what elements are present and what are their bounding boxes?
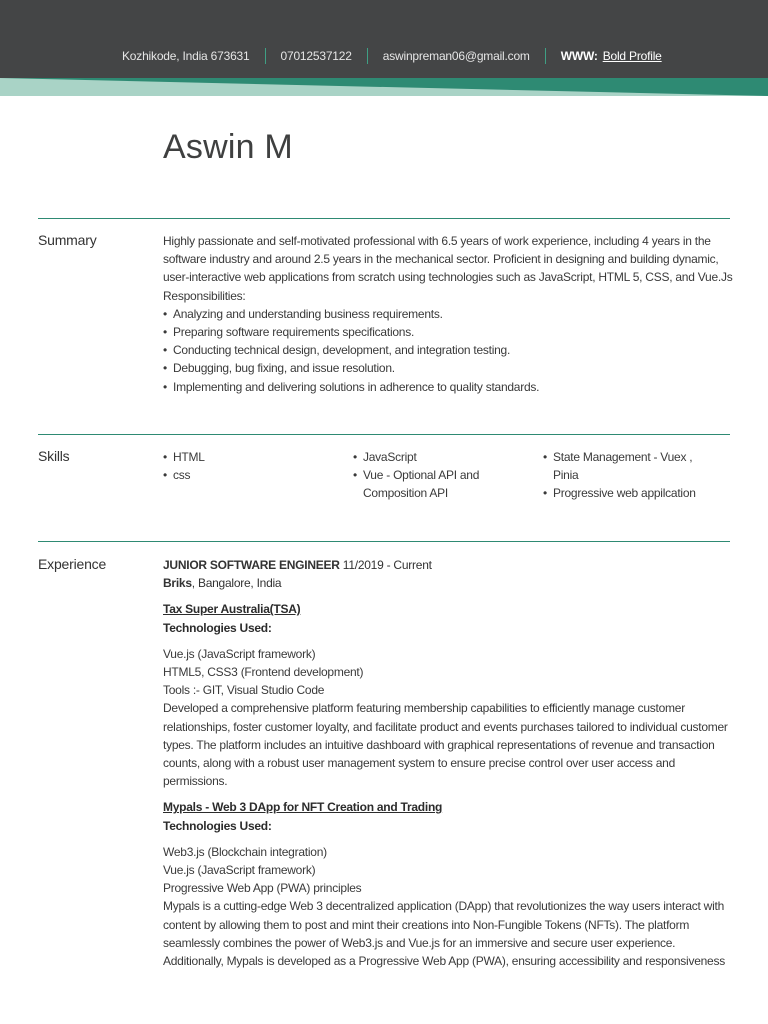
list-item: • Analyzing and understanding business requirements. <box>163 305 733 323</box>
experience-body <box>163 556 733 970</box>
list-item: • Progressive web appilcation <box>543 484 733 502</box>
list-item: • Debugging, bug fixing, and issue resolution. <box>163 359 733 377</box>
tech-label: Technologies Used: <box>163 620 272 635</box>
skills-column <box>543 448 733 503</box>
profile-link[interactable]: Bold Profile <box>602 49 662 63</box>
list-item: • HTML <box>163 448 353 466</box>
list-item: • Vue - Optional API and Composition API <box>353 466 543 502</box>
address: Kozhikode, India 673631 <box>122 49 250 63</box>
tech-item: Tools :- GIT, Visual Studio Code <box>163 683 325 698</box>
skills-column <box>353 448 543 503</box>
list-item: • Conducting technical design, development, and integration testing. <box>163 341 733 359</box>
divider <box>545 48 546 64</box>
list-item: • JavaScript <box>353 448 543 466</box>
tech-item: HTML5, CSS3 (Frontend development) <box>163 665 364 680</box>
tech-item: Vue.js (JavaScript framework) <box>163 646 316 661</box>
list-item: • Preparing software requirements specifications. <box>163 323 733 341</box>
accent-band <box>0 76 768 100</box>
tech-label: Technologies Used: <box>163 818 272 833</box>
www-label: WWW: <box>560 49 598 63</box>
responsibilities-list <box>163 305 733 396</box>
summary-intro: Highly passionate and self-motivated professional with 6.5 years of work experience, including 4 years in the software industry and around 2.5 years in the mechanical sector. Proficient in designing and building dynamic, user-interactive web applications from scratch using technologies such as JavaScript, HTML 5, CSS, and Vue.Js <box>163 234 733 285</box>
summary-title: Summary <box>38 232 97 248</box>
header-bar <box>0 0 768 78</box>
tech-item: Vue.js (JavaScript framework) <box>163 863 316 878</box>
project-title: Tax Super Australia(TSA) <box>163 602 301 617</box>
candidate-name: Aswin M <box>163 128 293 166</box>
company-name: Briks <box>163 576 192 591</box>
job-heading <box>163 556 733 574</box>
tech-item: Web3.js (Blockchain integration) <box>163 844 327 859</box>
skills-title: Skills <box>38 448 70 464</box>
project-description: Mypals is a cutting-edge Web 3 decentralized application (DApp) that revolutionizes the way users interact with content by allowing them to post and mint their creations into Non-Fungible Tokens (NFTs). The platform seamlessly combines the power of Web3.js and Vue.js for an immersive and secure user experience. Additionally, Mypals is developed as a Progressive Web App (PWA), ensuring accessibility and responsiveness <box>163 899 725 969</box>
list-item: • css <box>163 466 353 484</box>
responsibilities-label: Responsibilities: <box>163 288 246 303</box>
skills-grid <box>163 448 733 503</box>
skills-column <box>163 448 353 503</box>
list-item: • Implementing and delivering solutions in adherence to quality standards. <box>163 378 733 396</box>
project-title: Mypals - Web 3 DApp for NFT Creation and Trading <box>163 800 443 815</box>
job-company-line <box>163 574 733 592</box>
company-location: , Bangalore, India <box>191 576 282 591</box>
phone: 07012537122 <box>280 49 352 63</box>
list-item: • State Management - Vuex , Pinia <box>543 448 733 484</box>
tech-item: Progressive Web App (PWA) principles <box>163 881 362 896</box>
section-rule <box>38 218 730 219</box>
divider <box>367 48 368 64</box>
section-rule <box>38 434 730 435</box>
divider <box>265 48 266 64</box>
email: aswinpreman06@gmail.com <box>382 49 530 63</box>
contact-info <box>122 47 662 65</box>
job-dates: 11/2019 - Current <box>342 558 432 572</box>
job-role: JUNIOR SOFTWARE ENGINEER <box>163 558 340 572</box>
summary-body <box>163 232 733 396</box>
project-description: Developed a comprehensive platform featuring membership capabilities to efficiently manage customer relationships, foster customer loyalty, and facilitate product and events purchases tailored to individual customer types. The platform includes an intuitive dashboard with graphical representations of revenue and transaction counts, along with a robust user management system to ensure precise control over user access and permissions. <box>163 701 728 789</box>
section-rule <box>38 541 730 542</box>
experience-title: Experience <box>38 556 107 572</box>
